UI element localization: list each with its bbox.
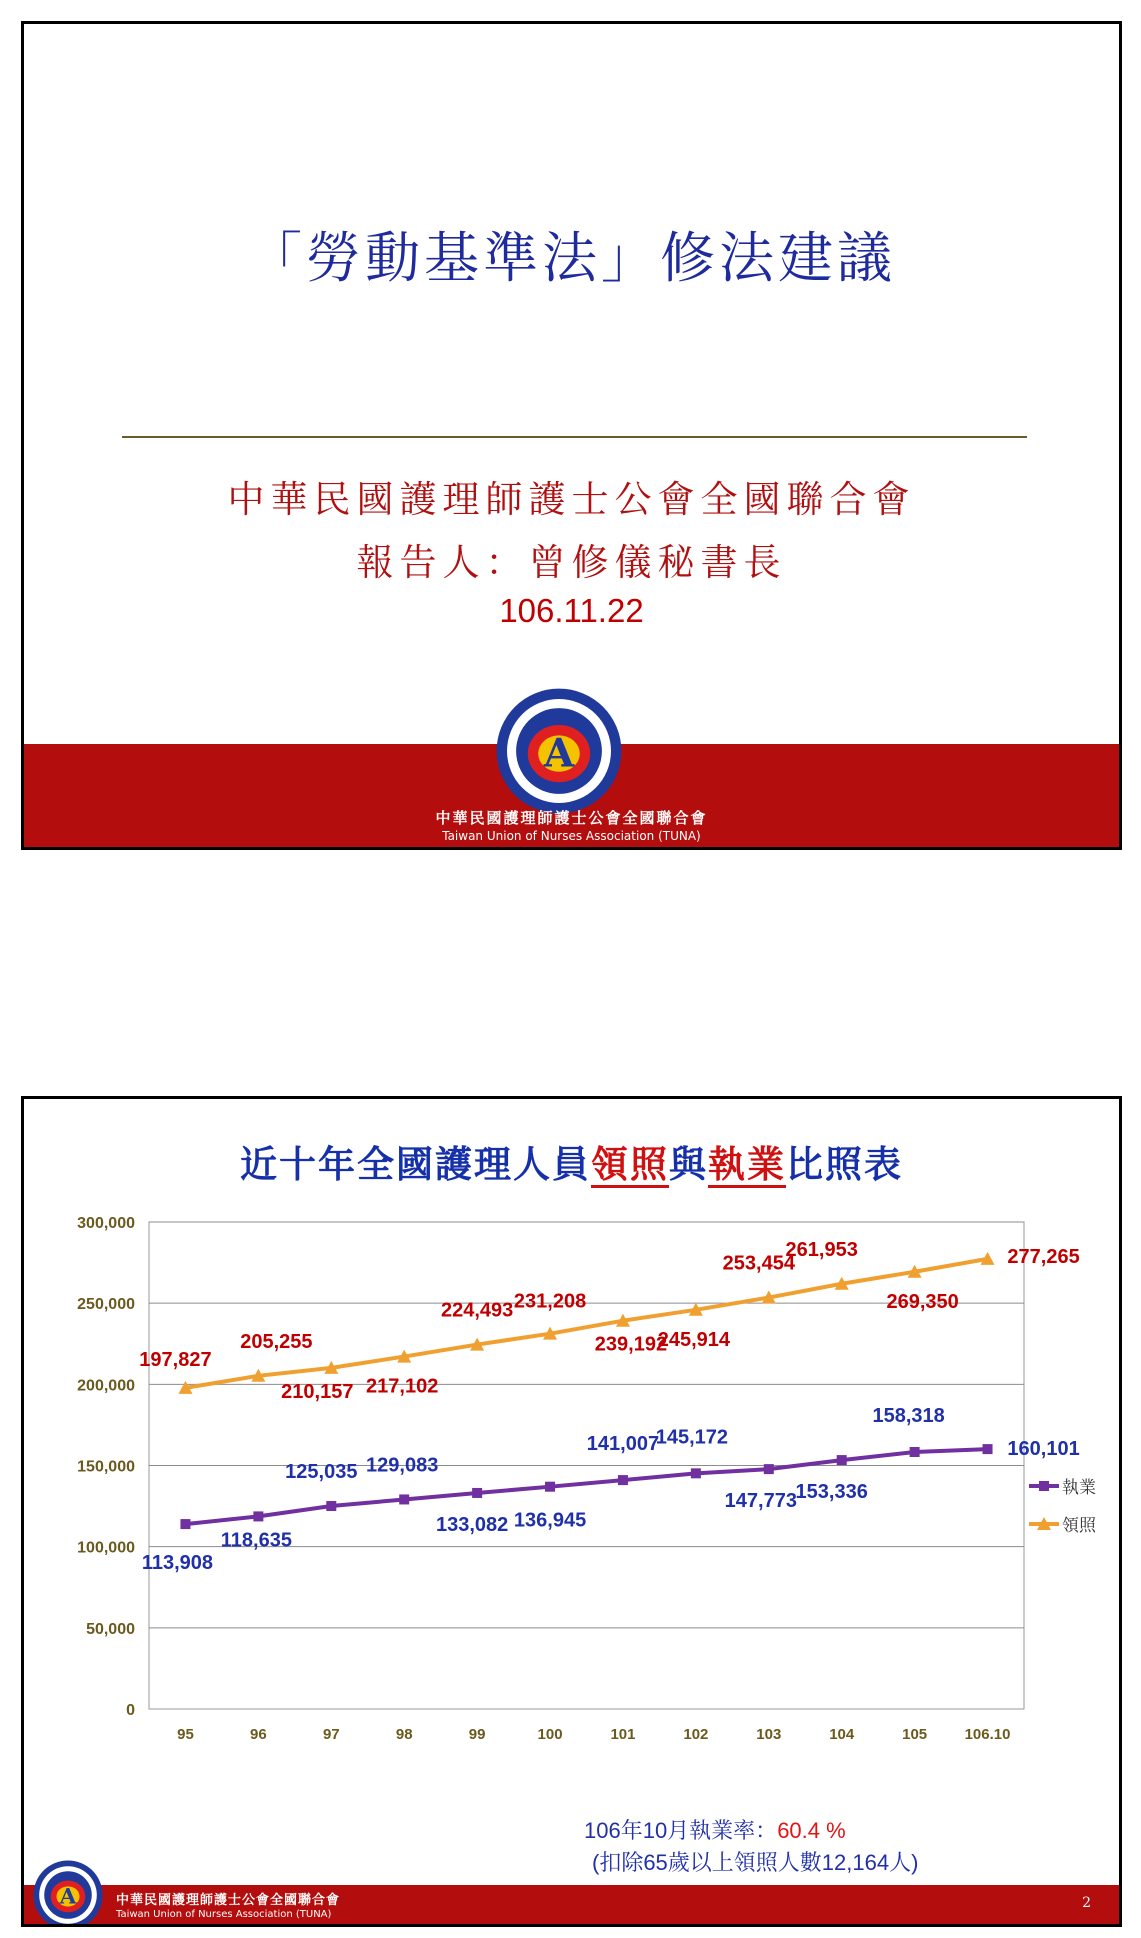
- chart-title-part5: 比照表: [786, 1142, 903, 1186]
- footer-org-en: Taiwan Union of Nurses Association (TUNA): [116, 1909, 332, 1920]
- data-point: [618, 1475, 628, 1485]
- y-tick-label: 150,000: [77, 1458, 135, 1476]
- data-label: 147,773: [724, 1490, 797, 1513]
- y-tick-label: 50,000: [86, 1620, 135, 1638]
- chart-title-part3: 與: [669, 1142, 708, 1186]
- slide-1: [21, 21, 1122, 850]
- data-label: 239,192: [594, 1333, 668, 1356]
- x-tick-label: 106.10: [964, 1726, 1011, 1743]
- data-label: 129,083: [366, 1454, 439, 1477]
- data-label: 210,157: [281, 1380, 354, 1403]
- data-label: 269,350: [886, 1290, 959, 1313]
- x-tick-label: 102: [683, 1726, 709, 1743]
- tuna-logo: [494, 686, 624, 816]
- x-tick-label: 101: [610, 1726, 636, 1743]
- data-label: 231,208: [513, 1290, 587, 1313]
- data-point: [399, 1494, 409, 1504]
- y-tick-label: 0: [126, 1702, 135, 1719]
- data-label: 160,101: [1007, 1438, 1080, 1461]
- organization-name: 中華民國護理師護士公會全國聯合會: [227, 478, 916, 521]
- chart-title-license: 領照: [591, 1142, 669, 1186]
- series-line-license: [185, 1259, 987, 1388]
- x-tick-label: 98: [395, 1726, 413, 1743]
- practice-rate-note: [584, 1814, 846, 1845]
- data-point: [472, 1488, 482, 1498]
- data-label: 253,454: [722, 1252, 795, 1275]
- data-label: 224,493: [440, 1299, 514, 1322]
- data-label: 153,336: [795, 1481, 868, 1504]
- data-point: [691, 1468, 701, 1478]
- y-tick-label: 200,000: [77, 1377, 135, 1395]
- x-tick-label: 105: [902, 1726, 928, 1743]
- exclusion-note: (扣除65歲以上領照人數12,164人): [592, 1850, 919, 1875]
- data-label: 217,102: [366, 1375, 439, 1398]
- legend-marker: [1039, 1481, 1049, 1491]
- legend-label: 領照: [1062, 1516, 1096, 1536]
- y-tick-label: 250,000: [77, 1296, 135, 1314]
- logo-letter: A: [59, 1884, 77, 1910]
- page-number: 2: [1082, 1895, 1091, 1911]
- logo-letter: A: [543, 730, 575, 777]
- data-label: 136,945: [513, 1509, 587, 1532]
- slide-title: 「勞動基準法」修法建議: [246, 226, 896, 290]
- data-point: [545, 1482, 555, 1492]
- presentation-date: 106.11.22: [499, 592, 644, 629]
- tuna-logo: [32, 1859, 104, 1927]
- data-label: 277,265: [1007, 1245, 1080, 1268]
- legend-label: 執業: [1062, 1478, 1096, 1498]
- data-label: 158,318: [872, 1404, 945, 1427]
- chart-title-practice: 執業: [708, 1142, 786, 1186]
- data-label: 113,908: [141, 1552, 214, 1575]
- data-label: 261,953: [785, 1238, 858, 1261]
- chart-title-part1: 近十年全國護理人員: [240, 1142, 591, 1186]
- x-tick-label: 99: [468, 1726, 486, 1743]
- footer-org-en: Taiwan Union of Nurses Association (TUNA): [442, 829, 701, 843]
- data-label: 118,635: [220, 1529, 292, 1552]
- data-label: 145,172: [655, 1426, 729, 1449]
- data-point: [326, 1501, 336, 1511]
- data-label: 125,035: [285, 1461, 358, 1484]
- x-tick-label: 100: [537, 1726, 563, 1743]
- practice-rate-prefix: 106年10月執業率：: [584, 1818, 778, 1843]
- footer-org-zh: 中華民國護理師護士公會全國聯合會: [435, 809, 708, 827]
- x-tick-label: 103: [756, 1726, 782, 1743]
- footer-org-zh: 中華民國護理師護士公會全國聯合會: [116, 1893, 341, 1908]
- data-point: [837, 1455, 847, 1465]
- line-chart: [24, 1099, 1119, 1879]
- data-label: 197,827: [139, 1348, 212, 1371]
- x-tick-label: 97: [322, 1726, 340, 1743]
- data-label: 245,914: [657, 1328, 731, 1351]
- data-point: [983, 1444, 993, 1454]
- divider-rule: [122, 436, 1027, 438]
- slide-2: [21, 1096, 1122, 1927]
- y-tick-label: 100,000: [77, 1539, 135, 1557]
- practice-rate-value: 60.4 %: [777, 1818, 846, 1843]
- x-tick-label: 104: [829, 1726, 855, 1743]
- data-point: [764, 1464, 774, 1474]
- data-point: [180, 1519, 190, 1529]
- reporter-line: 報告人：曾修儀秘書長: [356, 541, 787, 584]
- x-tick-label: 96: [250, 1726, 267, 1743]
- data-label: 141,007: [586, 1433, 660, 1456]
- data-point: [910, 1447, 920, 1457]
- data-point: [253, 1511, 263, 1521]
- x-tick-label: 95: [177, 1726, 194, 1743]
- y-tick-label: 300,000: [77, 1215, 135, 1232]
- data-label: 205,255: [240, 1330, 313, 1353]
- data-label: 133,082: [435, 1513, 509, 1536]
